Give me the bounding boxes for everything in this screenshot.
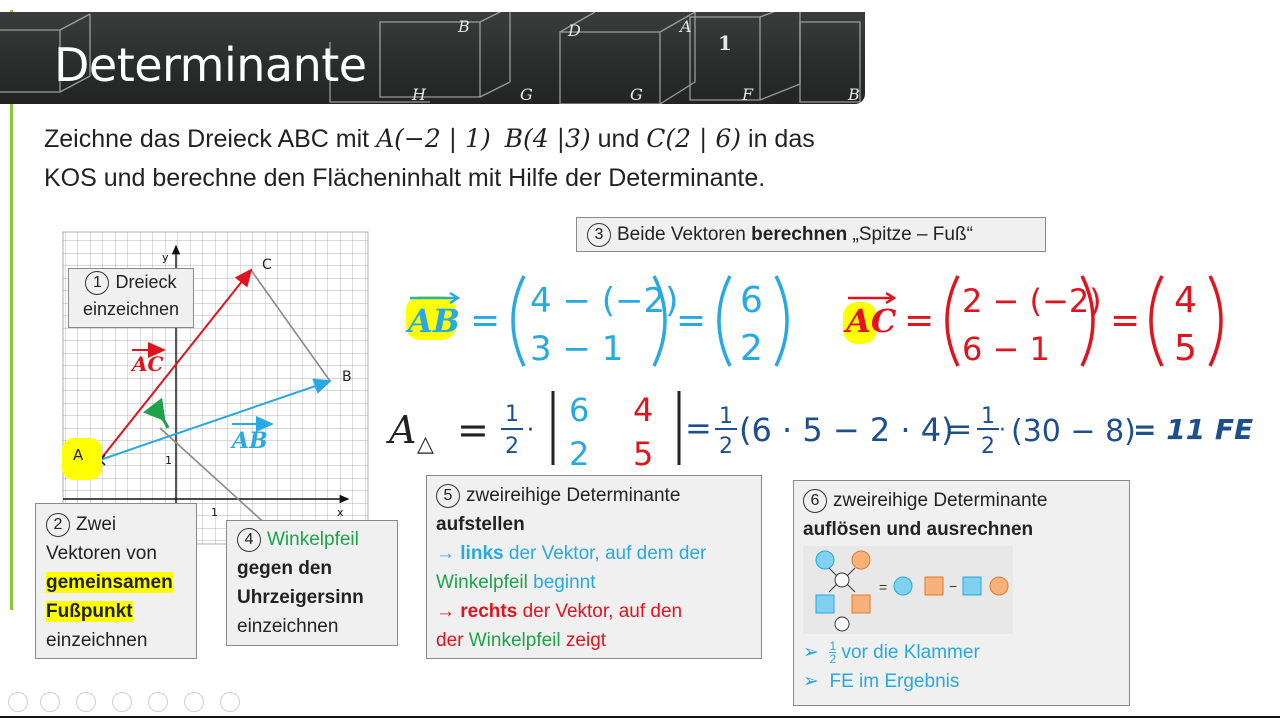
step-1-text: Dreieck <box>115 272 177 292</box>
point-b: B(4 |3) <box>504 124 591 153</box>
step-4-text: einzeichnen <box>237 616 339 637</box>
pen-icon[interactable] <box>76 692 96 712</box>
equals-sign: = <box>457 408 489 452</box>
task-text: und <box>590 125 647 153</box>
step-5-winkelpfeil: Winkelpfeil <box>436 572 528 593</box>
zoom-icon[interactable] <box>148 692 168 712</box>
step-4-green: Winkelpfeil <box>267 529 359 550</box>
svg-text:−: − <box>949 578 958 594</box>
ac-result-top: 4 <box>1174 280 1197 321</box>
equals-sign: = <box>685 409 712 447</box>
menu-icon[interactable] <box>184 692 204 712</box>
determinant-expression: (30 − 8) <box>1011 414 1136 449</box>
ac-expr-top: 2 − (−2) <box>962 282 1102 320</box>
area-symbol: A <box>389 408 417 452</box>
determinant-expression: (6 · 5 − 2 · 4) <box>739 411 954 449</box>
step-2-highlight: Fußpunkt <box>46 601 133 622</box>
determinant-calculation <box>385 385 1275 475</box>
area-result: = 11 FE <box>1133 413 1254 446</box>
bg-letter: B <box>458 17 470 36</box>
step-6-box <box>793 480 1130 706</box>
step-6-text: zweireihige Determinante <box>833 490 1048 511</box>
step-5-text: der <box>436 630 469 651</box>
determinant-scheme-diagram <box>803 546 1013 634</box>
step-3-box <box>576 217 1046 252</box>
arrow-icon: → <box>436 601 455 622</box>
step-number: 5 <box>436 484 460 508</box>
task-text: in das <box>741 125 815 153</box>
ac-result-bottom: 5 <box>1174 328 1197 369</box>
step-5-text: zeigt <box>560 630 607 651</box>
matrix-21: 2 <box>569 435 590 473</box>
task-line-2: KOS und berechne den Flächeninhalt mit Hilfe der Determinante. <box>44 164 766 192</box>
task-text: Zeichne das Dreieck ABC mit <box>44 125 377 153</box>
half-numerator: 1 <box>505 402 519 427</box>
step-5-text: der Vektor, auf den <box>517 601 683 622</box>
half-numerator: 1 <box>719 404 733 429</box>
half-denominator: 2 <box>505 434 519 459</box>
bullet-arrow-icon: ➢ <box>803 642 819 663</box>
point-c: C(2 | 6) <box>646 124 742 153</box>
step-number: 2 <box>46 513 70 537</box>
step-6-bullet: FE im Ergebnis <box>829 671 960 692</box>
point-label-c: C <box>262 257 272 273</box>
step-3-text: „Spitze – Fuß“ <box>847 224 973 245</box>
half-numerator: 1 <box>829 639 837 654</box>
bg-letter: D <box>568 21 581 40</box>
ab-expr-top: 4 − (−2) <box>530 281 679 321</box>
step-3-text: Beide Vektoren <box>617 224 752 245</box>
step-5-links: links <box>460 543 504 564</box>
point-label-b: B <box>342 369 352 385</box>
bg-letter: G <box>630 85 643 104</box>
half-denominator: 2 <box>719 434 733 459</box>
play-icon[interactable] <box>40 692 60 712</box>
step-5-box <box>426 475 762 659</box>
vector-ac-label: AC <box>132 352 164 376</box>
ac-label: AC <box>846 302 897 340</box>
ab-result-top: 6 <box>740 280 763 321</box>
svg-text:=: = <box>879 579 888 595</box>
step-2-text: einzeichnen <box>46 630 148 651</box>
bg-letter: A <box>680 17 692 36</box>
bg-letter: G <box>520 85 533 104</box>
step-4-bold: Uhrzeigersinn <box>237 587 364 608</box>
step-5-text: der Vektor, auf dem der <box>503 543 707 564</box>
step-5-rechts: rechts <box>460 601 518 622</box>
prev-icon[interactable] <box>8 692 28 712</box>
equals-sign: = <box>470 300 501 341</box>
bg-letter: 1 <box>718 31 732 55</box>
half-numerator: 1 <box>981 404 995 429</box>
task-line-1 <box>44 124 815 154</box>
matrix-12: 4 <box>633 391 654 429</box>
triangle-symbol: △ <box>417 432 434 457</box>
step-3-bold: berechnen <box>751 224 848 245</box>
step-number: 3 <box>587 223 611 247</box>
equals-sign: = <box>947 412 973 447</box>
arrow-icon: → <box>436 543 455 564</box>
vector-ab-calculation <box>400 268 800 373</box>
y-axis-label: y <box>162 251 169 264</box>
equals-sign: = <box>676 300 707 341</box>
equals-sign: = <box>1110 300 1141 341</box>
step-number: 4 <box>237 528 261 552</box>
point-label-a: A <box>73 446 84 464</box>
point-a: A(−2 | 1) <box>376 124 491 153</box>
step-2-text: Vektoren von <box>46 543 157 564</box>
dot: · <box>527 418 534 443</box>
step-6-bullet: vor die Klammer <box>836 642 980 663</box>
more-icon[interactable] <box>220 692 240 712</box>
step-5-winkelpfeil: Winkelpfeil <box>468 630 561 651</box>
bg-letter: H <box>412 85 426 104</box>
step-4-bold: gegen den <box>237 558 333 579</box>
bullet-arrow-icon: ➢ <box>803 671 819 692</box>
step-number: 6 <box>803 489 827 513</box>
step-2-box <box>35 503 197 659</box>
half-denominator: 2 <box>981 434 995 459</box>
x-axis-label: x <box>337 506 344 519</box>
step-number: 1 <box>85 271 109 295</box>
bottom-border <box>0 716 1280 718</box>
ab-label: AB <box>408 302 460 340</box>
y-tick-label: 1 <box>165 454 172 467</box>
step-5-text: zweireihige Determinante <box>466 485 681 506</box>
bg-letter: F <box>742 85 754 104</box>
x-tick-label: 1 <box>211 506 218 519</box>
ac-expr-bottom: 6 − 1 <box>962 330 1050 368</box>
half-denominator: 2 <box>829 652 837 667</box>
step-2-highlight: gemeinsamen <box>46 572 173 593</box>
step-1-line2: einzeichnen <box>82 299 180 319</box>
step-1-box <box>68 268 194 328</box>
ab-expr-bottom: 3 − 1 <box>530 329 624 369</box>
vector-ac-calculation <box>840 268 1240 373</box>
page-title: Determinante <box>54 38 367 92</box>
vector-ab-label: AB <box>232 428 268 454</box>
matrix-11: 6 <box>569 391 590 429</box>
equals-sign: = <box>904 300 935 341</box>
copy-icon[interactable] <box>112 692 132 712</box>
title-banner <box>0 12 865 104</box>
step-5-text: beginnt <box>527 572 596 593</box>
ab-result-bottom: 2 <box>740 328 763 369</box>
matrix-22: 5 <box>633 435 654 473</box>
step-5-bold: aufstellen <box>436 514 525 535</box>
step-2-text: Zwei <box>76 514 117 535</box>
bg-letter: B <box>848 85 860 104</box>
step-6-bold: auflösen und ausrechnen <box>803 519 1034 540</box>
step-1-line1 <box>69 269 193 296</box>
dot: · <box>999 418 1006 443</box>
step-4-box <box>226 520 398 646</box>
